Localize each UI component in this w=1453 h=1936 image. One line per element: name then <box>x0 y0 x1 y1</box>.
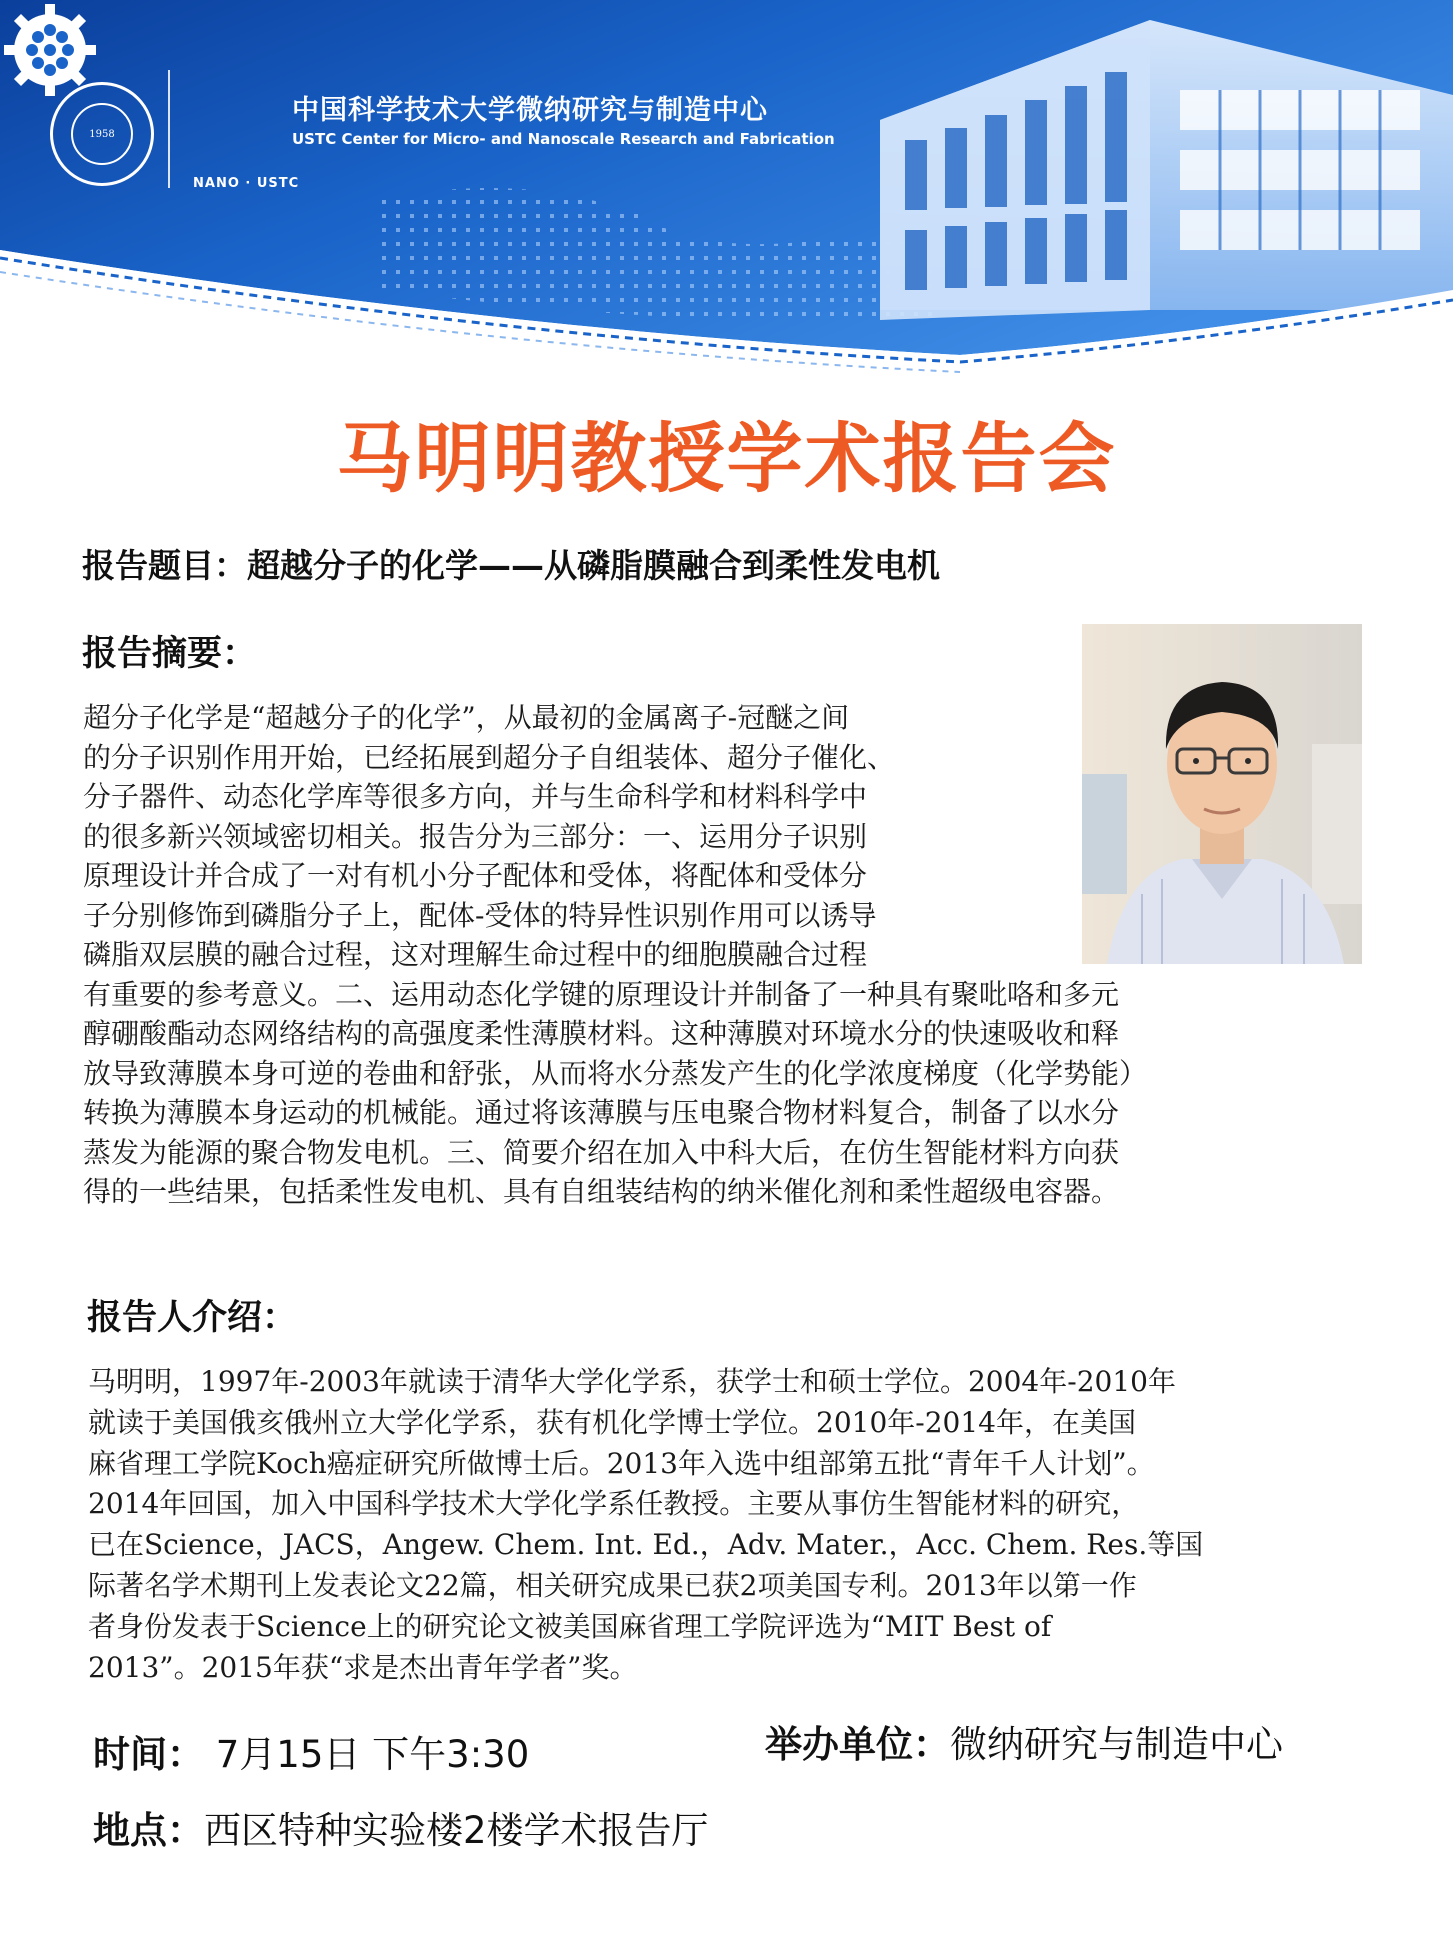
abstract-line: 磷脂双层膜的融合过程，这对理解生命过程中的细胞膜融合过程 <box>83 938 868 971</box>
nano-gear-logo <box>0 0 100 100</box>
abstract-heading: 报告摘要： <box>82 634 258 674</box>
topic-label: 报告题目： <box>82 546 247 585</box>
speaker-heading: 报告人介绍： <box>87 1298 298 1338</box>
host-label: 举办单位： <box>765 1723 950 1766</box>
header-banner <box>0 0 1453 380</box>
ustc-logo-year: 1958 <box>71 103 133 165</box>
host-value: 微纳研究与制造中心 <box>950 1723 1283 1766</box>
center-name-en: USTC Center for Micro- and Nanoscale Research and Fabrication <box>292 130 835 148</box>
abstract-line: 的分子识别作用开始，已经拓展到超分子自组装体、超分子催化、 <box>83 740 896 774</box>
center-name-cn: 中国科学技术大学微纳研究与制造中心 <box>292 95 768 126</box>
abstract-line: 放导致薄膜本身可逆的卷曲和舒张，从而将水分蒸发产生的化学浓度梯度（化学势能） <box>83 1056 1148 1090</box>
abstract-line: 的很多新兴领域密切相关。报告分为三部分：一、运用分子识别 <box>83 819 868 853</box>
bio-line: 麻省理工学院Koch癌症研究所做博士后。2013年入选中组部第五批“青年千人计划”。 <box>88 1446 1155 1480</box>
bio-line: 已在Science，JACS，Angew. Chem. Int. Ed.，Adv. Mater.，Acc. Chem. Res.等国 <box>88 1528 1204 1562</box>
bio-line: 际著名学术期刊上发表论文22篇，相关研究成果已获2项美国专利。2013年以第一作 <box>88 1568 1137 1602</box>
abstract-line: 蒸发为能源的聚合物发电机。三、简要介绍在加入中科大后，在仿生智能材料方向获 <box>83 1135 1120 1169</box>
abstract-text <box>83 698 1147 1212</box>
logo-divider <box>168 70 170 188</box>
host-info <box>765 1714 1283 1768</box>
nano-ustc-caption: NANO · USTC <box>193 176 300 191</box>
topic-text: 超越分子的化学——从磷脂膜融合到柔性发电机 <box>247 546 940 585</box>
abstract-line: 醇硼酸酯动态网络结构的高强度柔性薄膜材料。这种薄膜对环境水分的快速吸收和释 <box>83 1017 1120 1050</box>
abstract-line: 原理设计并合成了一对有机小分子配体和受体，将配体和受体分 <box>83 859 868 892</box>
bio-line: 马明明，1997年-2003年就读于清华大学化学系，获学士和硕士学位。2004年-2010年 <box>88 1365 1176 1398</box>
bio-line: 者身份发表于Science上的研究论文被美国麻省理工学院评选为“MIT Best of <box>88 1609 1052 1643</box>
time-value: 7月15日 下午3:30 <box>215 1733 530 1776</box>
abstract-line: 有重要的参考意义。二、运用动态化学键的原理设计并制备了一种具有聚吡咯和多元 <box>83 977 1120 1011</box>
time-label: 时间： <box>93 1733 204 1776</box>
speaker-bio <box>88 1362 1203 1688</box>
abstract-line: 超分子化学是“超越分子的化学”，从最初的金属离子-冠醚之间 <box>83 701 850 734</box>
report-topic <box>82 540 940 587</box>
bio-line: 2014年回国，加入中国科学技术大学化学系任教授。主要从事仿生智能材料的研究， <box>88 1487 1140 1521</box>
place-value: 西区特种实验楼2楼学术报告厅 <box>204 1809 709 1852</box>
abstract-line: 分子器件、动态化学库等很多方向，并与生命科学和材料科学中 <box>83 780 868 813</box>
bio-line: 就读于美国俄亥俄州立大学化学系，获有机化学博士学位。2010年-2014年，在美国 <box>88 1405 1136 1439</box>
abstract-line: 子分别修饰到磷脂分子上，配体-受体的特异性识别作用可以诱导 <box>83 898 877 932</box>
place-info <box>93 1800 709 1854</box>
page-title: 马明明教授学术报告会 <box>336 414 1117 503</box>
abstract-line: 转换为薄膜本身运动的机械能。通过将该薄膜与压电聚合物材料复合，制备了以水分 <box>83 1096 1120 1129</box>
abstract-line: 得的一些结果，包括柔性发电机、具有自组装结构的纳米催化剂和柔性超级电容器。 <box>83 1175 1120 1208</box>
bio-line: 2013”。2015年获“求是杰出青年学者”奖。 <box>88 1650 638 1684</box>
place-label: 地点： <box>93 1809 204 1852</box>
time-info <box>93 1724 529 1778</box>
